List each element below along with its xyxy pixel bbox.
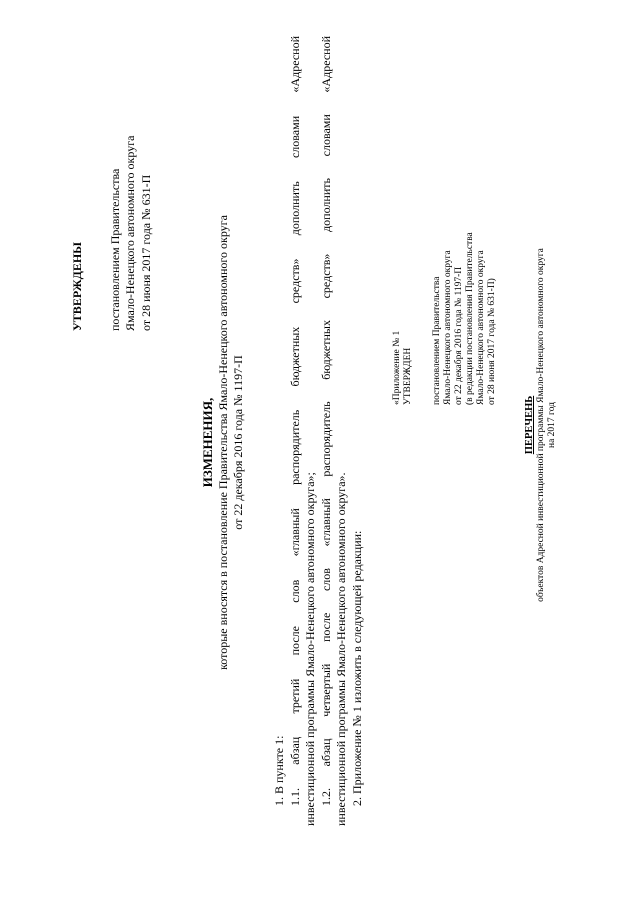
appendix-line-6: от 28 июня 2017 года № 631-П) xyxy=(487,278,497,405)
list-block xyxy=(524,115,558,735)
list-title: ПЕРЕЧЕНЬ xyxy=(524,395,535,455)
approval-line-1: постановлением Правительства xyxy=(107,168,122,331)
appendix-line-2: Ямало-Ненецкого автономного округа xyxy=(443,250,453,405)
appendix-block xyxy=(392,65,498,405)
appendix-line-3: от 22 декабря 2016 года № 1197-П xyxy=(454,266,464,405)
heading-block xyxy=(200,70,247,815)
appendix-line-4: (в редакции постановления Правительства xyxy=(465,232,475,405)
approval-line-2: Ямало-Ненецкого автономного округа xyxy=(123,135,137,331)
appendix-line-5: Ямало-Ненецкого автономного округа xyxy=(476,250,486,405)
item-1-2-line-1: 1.2. абзац четвертый после слов «главный распорядитель бюджетных средств» дополнить словами «Адресной xyxy=(318,36,333,806)
heading-subtitle-2: от 22 декабря 2016 года № 1197-П xyxy=(231,355,245,530)
item-1: 1. В пункте 1: xyxy=(272,735,286,806)
heading-subtitle-1: которые вносятся в постановление Правительства Ямало-Ненецкого автономного округа xyxy=(215,215,230,670)
heading-title: ИЗМЕНЕНИЯ, xyxy=(200,397,215,488)
item-2: 2. Приложение № 1 изложить в следующей редакции: xyxy=(349,530,364,806)
appendix-approved: УТВЕРЖДЕН xyxy=(403,347,413,405)
body-block xyxy=(272,36,365,826)
list-line-2: на 2017 год xyxy=(547,401,557,449)
item-1-1-line-1: 1.1. абзац третий после слов «главный распорядитель бюджетных средств» дополнить словами «Адресной xyxy=(287,36,302,806)
appendix-label: «Приложение № 1 xyxy=(392,330,402,405)
approval-block xyxy=(70,11,154,331)
approval-line-3: от 28 июня 2017 года № 631-П xyxy=(138,174,153,331)
list-line-1: объектов Адресной инвестиционной программы Ямало-Ненецкого автономного округа xyxy=(536,248,546,602)
item-1-1-line-2: инвестиционной программы Ямало-Ненецкого автономного округа»; xyxy=(303,472,317,826)
appendix-line-1: постановлением Правительства xyxy=(432,276,442,405)
item-1-2-line-2: инвестиционной программы Ямало-Ненецкого автономного округа». xyxy=(334,472,348,826)
approval-title: УТВЕРЖДЕНЫ xyxy=(70,242,84,331)
